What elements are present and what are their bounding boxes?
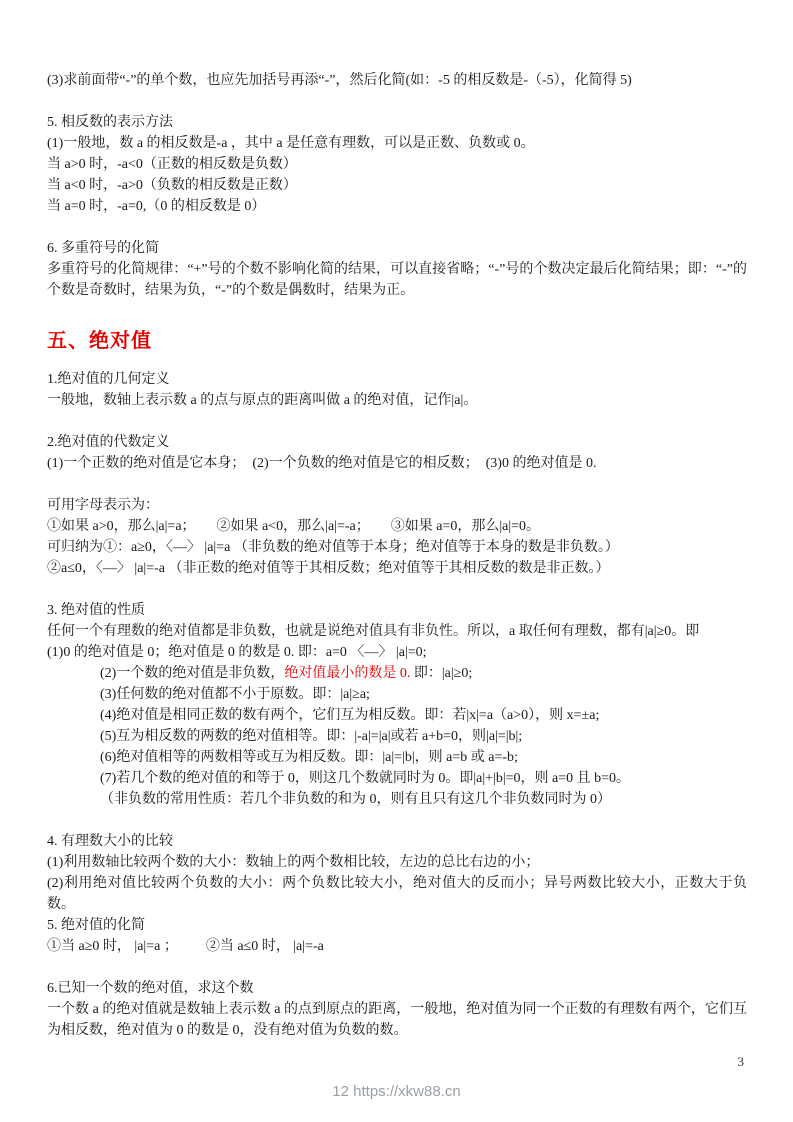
- paragraph-comparison-absvalue: (2)利用绝对值比较两个负数的大小：两个负数比较大小，绝对值大的反而小；异号两数比较大小，正数大于负数。: [47, 876, 747, 912]
- section-title-find-number: 6.已知一个数的绝对值，求这个数: [47, 981, 254, 996]
- paragraph-summary-nonnegative: 可归纳为①：a≥0，〈—〉 |a|=a （非负数的绝对值等于本身；绝对值等于本身的数是非负数。）: [47, 540, 619, 555]
- property-item-2-prefix: (2)一个数的绝对值是非负数，: [100, 666, 285, 681]
- chapter-heading-absolute-value: 五、绝对值: [47, 330, 152, 352]
- section-title-comparison: 4. 有理数大小的比较: [47, 834, 173, 849]
- property-item-2-highlight: 绝对值最小的数是 0.: [284, 666, 411, 681]
- property-item-3: (3)任何数的绝对值都不小于原数。即：|a|≥a;: [100, 687, 370, 702]
- paragraph-letters-cases: ①如果 a>0，那么|a|=a； ②如果 a<0，那么|a|=-a； ③如果 a=0，那么|a|=0。: [47, 519, 541, 534]
- footer-url-link[interactable]: https://xkw88.cn: [353, 1083, 461, 1100]
- paragraph-opposite-positive: 当 a>0 时，-a<0（正数的相反数是负数）: [47, 157, 297, 172]
- page-number: 3: [737, 1054, 744, 1069]
- property-item-5: (5)互为相反数的两数的绝对值相等。即：|-a|=|a|或若 a+b=0，则|a|=|b|;: [100, 729, 523, 744]
- paragraph-simplify-cases: ①当 a≥0 时， |a|=a ； ②当 a≤0 时， |a|=-a: [47, 939, 324, 954]
- property-item-6: (6)绝对值相等的两数相等或互为相反数。即：|a|=|b|，则 a=b 或 a=-b;: [100, 750, 518, 765]
- property-item-4: (4)绝对值是相同正数的数有两个，它们互为相反数。即：若|x|=a（a>0），则 x=±a;: [100, 708, 600, 723]
- paragraph-opposite-zero: 当 a=0 时，-a=0,（0 的相反数是 0）: [47, 199, 266, 214]
- property-item-2-suffix: 即：|a|≥0;: [410, 666, 473, 681]
- property-item-2: [47, 663, 747, 684]
- paragraph-opposite-def: (1)一般地，数 a 的相反数是-a ，其中 a 是任意有理数，可以是正数、负数或 0。: [47, 136, 535, 151]
- paragraph-comparison-numberline: (1)利用数轴比较两个数的大小：数轴上的两个数相比较，左边的总比右边的小；: [47, 855, 540, 870]
- watermark-prefix: 12: [332, 1083, 354, 1100]
- paragraph-opposite-negative: 当 a<0 时，-a>0（负数的相反数是正数）: [47, 178, 297, 193]
- section-title-opposite-representation: 5. 相反数的表示方法: [47, 115, 173, 130]
- section-title-multi-sign: 6. 多重符号的化简: [47, 241, 159, 256]
- section-title-algebraic-def: 2.绝对值的代数定义: [47, 435, 170, 450]
- paragraph-properties-intro: 任何一个有理数的绝对值都是非负数，也就是说绝对值具有非负性。所以，a 取任何有理数，都有|a|≥0。即: [47, 624, 700, 639]
- section-title-geometric-def: 1.绝对值的几何定义: [47, 372, 170, 387]
- paragraph-find-number-body: 一个数 a 的绝对值就是数轴上表示数 a 的点到原点的距离，一般地，绝对值为同一个正数的有理数有两个，它们互为相反数，绝对值为 0 的数是 0，没有绝对值为负数的数。: [47, 1002, 747, 1038]
- paragraph-summary-nonpositive: ②a≤0，〈—〉 |a|=-a （非正数的绝对值等于其相反数；绝对值等于其相反数的数是非正数。）: [47, 561, 610, 576]
- property-item-1: (1)0 的绝对值是 0；绝对值是 0 的数是 0. 即：a=0 〈—〉 |a|=0;: [47, 645, 427, 660]
- property-item-7: (7)若几个数的绝对值的和等于 0，则这几个数就同时为 0。即|a|+|b|=0，则 a=0 且 b=0。: [100, 771, 631, 786]
- paragraph-negation-note: (3)求前面带“-”的单个数，也应先加括号再添“-”，然后化简(如：-5 的相反数是-（-5），化简得 5): [47, 73, 632, 88]
- section-title-simplify: 5. 绝对值的化简: [47, 918, 145, 933]
- section-title-properties: 3. 绝对值的性质: [47, 603, 145, 618]
- property-note-nonnegative: （非负数的常用性质：若几个非负数的和为 0，则有且只有这几个非负数同时为 0）: [100, 792, 611, 807]
- paragraph-multi-sign-rule: 多重符号的化简规律：“+”号的个数不影响化简的结果，可以直接省略；“-”号的个数决定最后化简结果；即：“-”的个数是奇数时，结果为负，“-”的个数是偶数时，结果为正。: [47, 262, 747, 298]
- paragraph-algebraic-def: (1)一个正数的绝对值是它本身； (2)一个负数的绝对值是它的相反数； (3)0 的绝对值是 0.: [47, 456, 597, 471]
- paragraph-geometric-def: 一般地，数轴上表示数 a 的点与原点的距离叫做 a 的绝对值，记作|a|。: [47, 393, 478, 408]
- footer-watermark: [0, 1083, 793, 1100]
- paragraph-letters-intro: 可用字母表示为：: [47, 498, 159, 513]
